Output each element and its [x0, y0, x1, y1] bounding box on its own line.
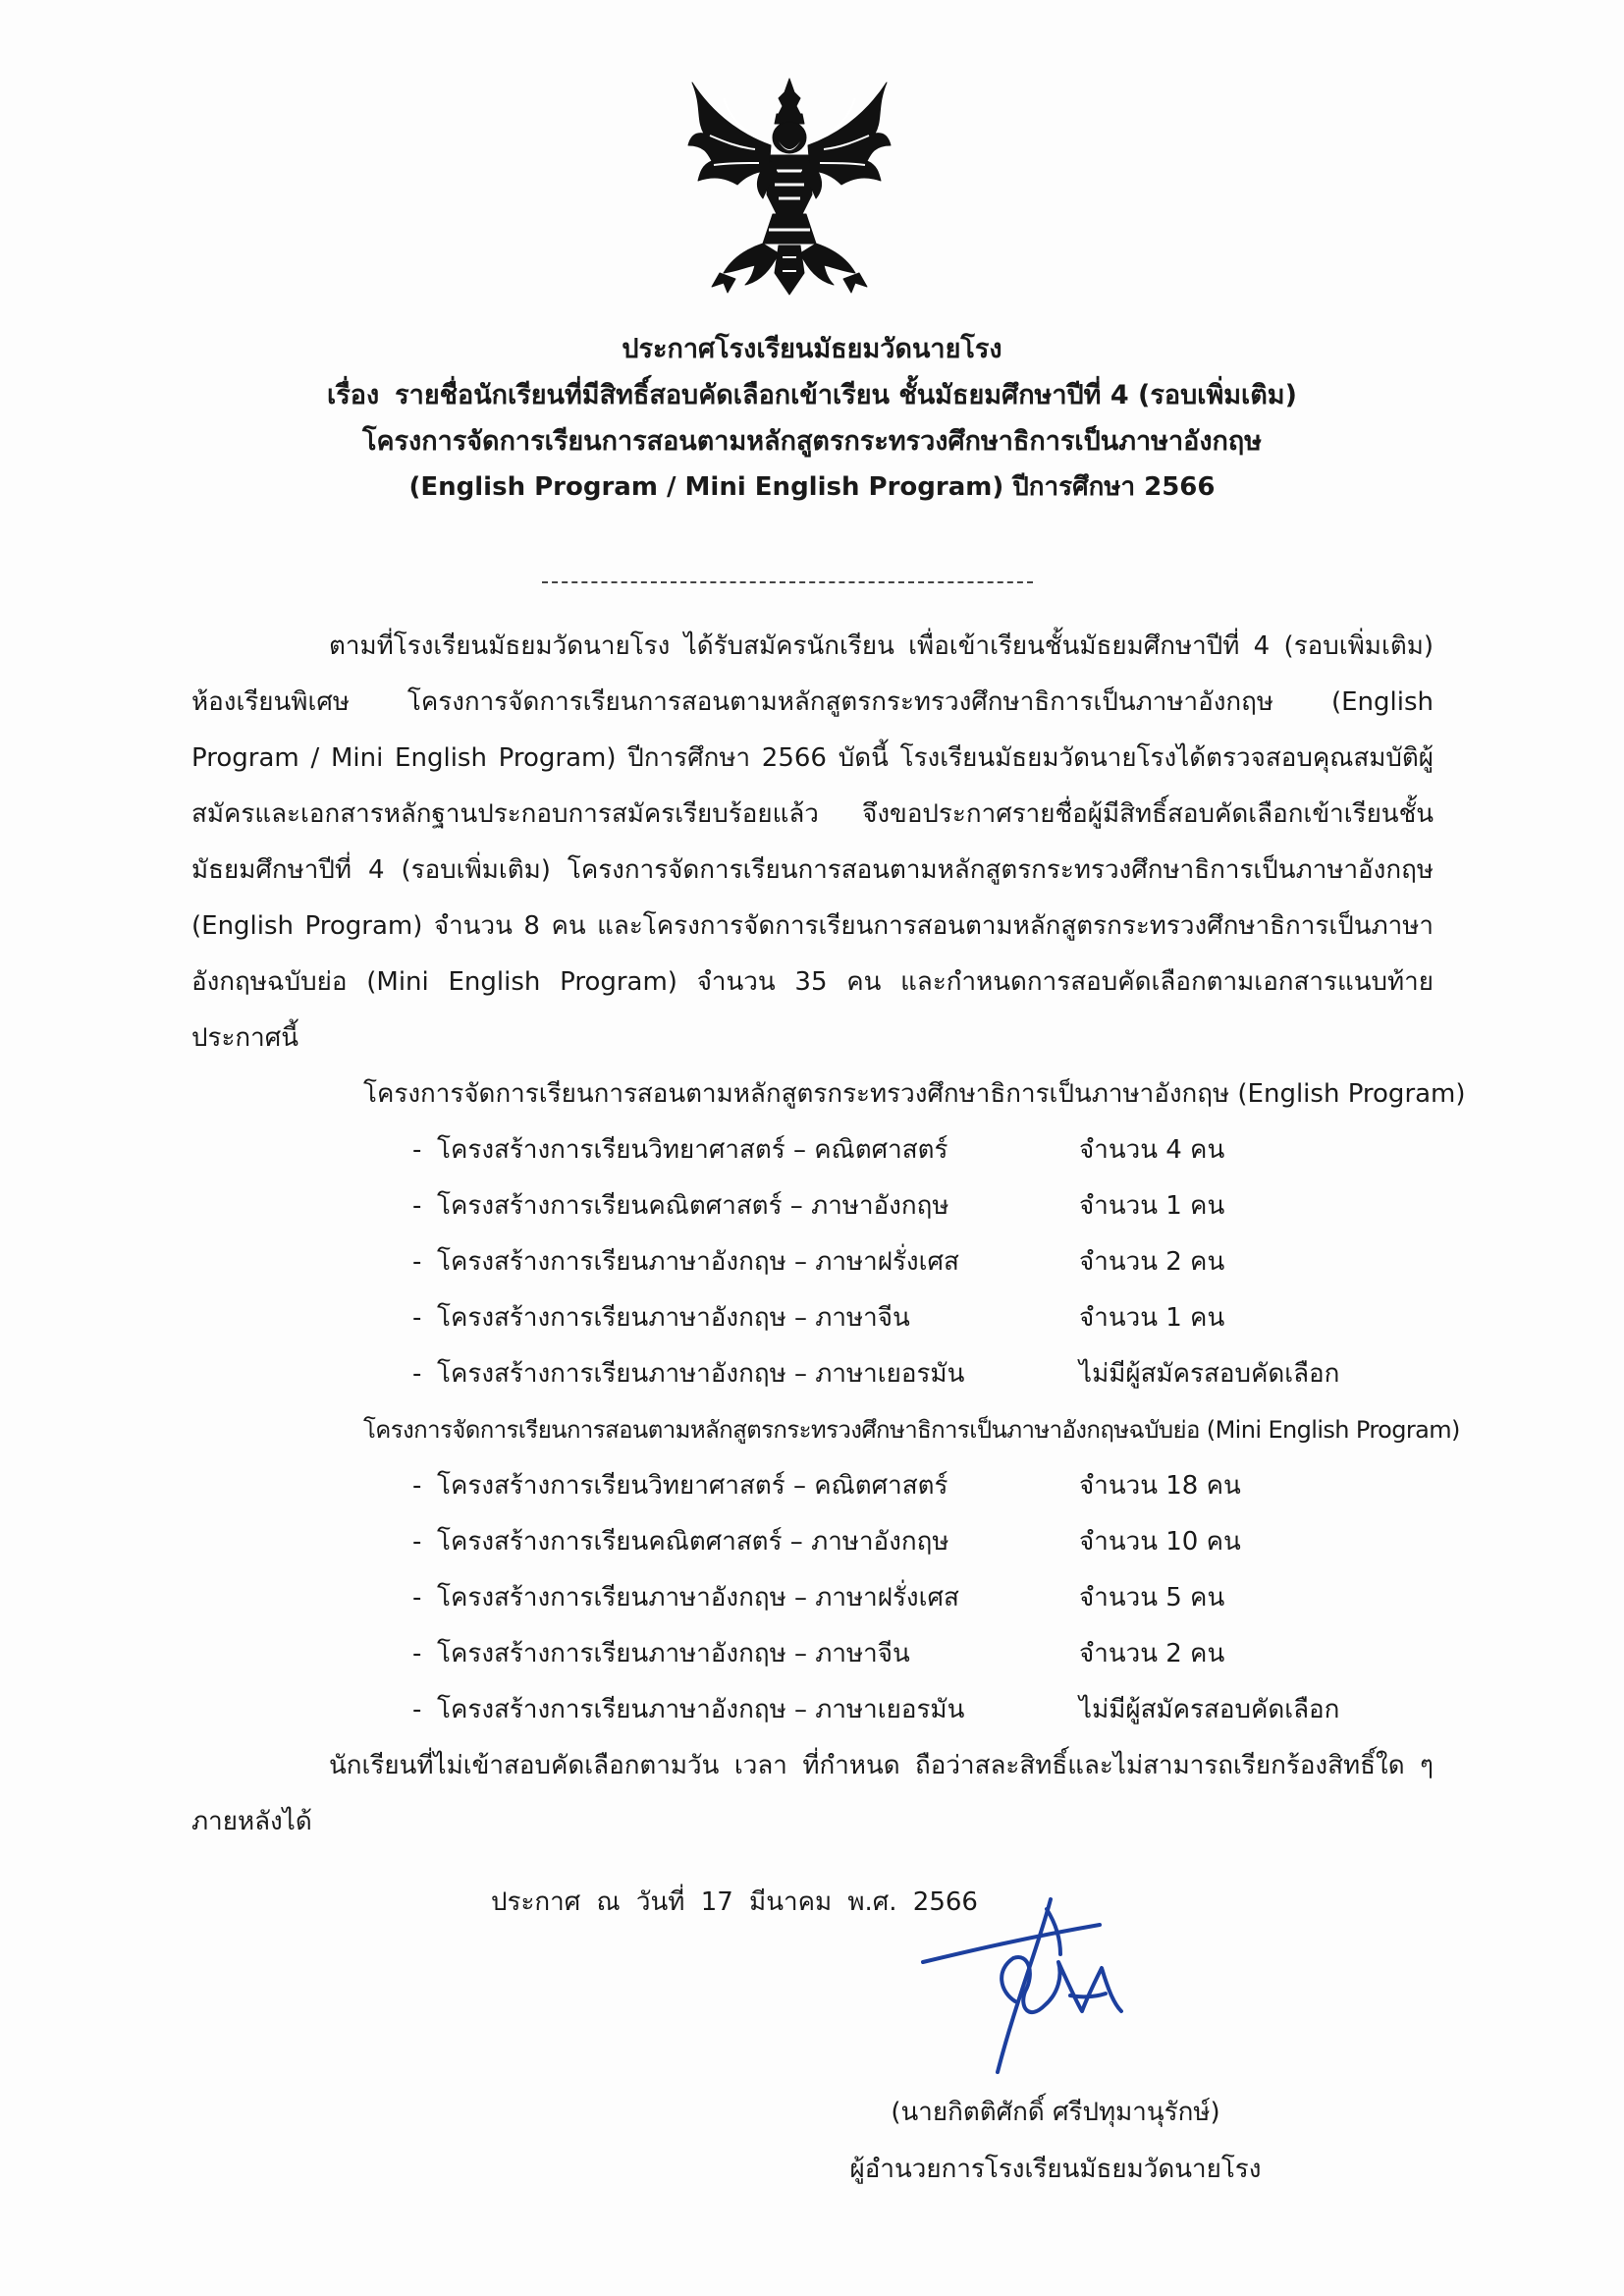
- subject-label: เรื่อง: [327, 380, 380, 410]
- program-item: [191, 1122, 1434, 1178]
- item-count: จำนวน 2 คน: [1079, 1247, 1225, 1277]
- program-title: โครงการจัดการเรียนการสอนตามหลักสูตรกระทรวงศึกษาธิการเป็นภาษาอังกฤษฉบับย่อ (Mini English Program): [363, 1416, 1460, 1444]
- item-name: โครงสร้างการเรียนคณิตศาสตร์ – ภาษาอังกฤษ: [437, 1191, 949, 1221]
- program-item: [191, 1458, 1434, 1514]
- garuda-emblem-icon: [684, 77, 895, 298]
- item-dash: -: [412, 1695, 422, 1724]
- header-divider: [542, 581, 1033, 583]
- subject-text: รายชื่อนักเรียนที่มีสิทธิ์สอบคัดเลือกเข้าเรียน ชั้นมัธยมศึกษาปีที่ 4 (รอบเพิ่มเติม): [395, 380, 1297, 410]
- item-name: โครงสร้างการเรียนภาษาอังกฤษ – ภาษาเยอรมัน: [437, 1359, 965, 1389]
- signer-title: ผู้อำนวยการโรงเรียนมัธยมวัดนายโรง: [849, 2155, 1262, 2184]
- intro-paragraph: ตามที่โรงเรียนมัธยมวัดนายโรง ได้รับสมัครนักเรียน เพื่อเข้าเรียนชั้นมัธยมศึกษาปีที่ 4 (รอบเพิ่มเติม) ห้องเรียนพิเศษ โครงการจัดการเรียนการสอนตามหลักสูตรกระทรวงศึกษาธิการเป็นภาษาอังกฤษ (English Program / Mini English Program) ปีการศึกษา 2566 บัดนี้ โรงเรียนมัธยมวัดนายโรงได้ตรวจสอบคุณสมบัติผู้สมัครและเอกสารหลักฐานประกอบการสมัครเรียบร้อยแล้ว จึงขอประกาศรายชื่อผู้มีสิทธิ์สอบคัดเลือกเข้าเรียนชั้นมัธยมศึกษาปีที่ 4 (รอบเพิ่มเติม) โครงการจัดการเรียนการสอนตามหลักสูตรกระทรวงศึกษาธิการเป็นภาษาอังกฤษ (English Program) จำนวน 8 คน และโครงการจัดการเรียนการสอนตามหลักสูตรกระทรวงศึกษาธิการเป็นภาษาอังกฤษฉบับย่อ (Mini English Program) จำนวน 35 คน และกำหนดการสอบคัดเลือกตามเอกสารแนบท้ายประกาศนี้: [191, 631, 1434, 1053]
- item-dash: -: [412, 1135, 422, 1165]
- item-name: โครงสร้างการเรียนภาษาอังกฤษ – ภาษาเยอรมัน: [437, 1695, 965, 1724]
- program-item-list: [191, 1122, 1434, 1402]
- closing-paragraph: นักเรียนที่ไม่เข้าสอบคัดเลือกตามวัน เวลา ที่กำหนด ถือว่าสละสิทธิ์และไม่สามารถเรียกร้องสิทธิ์ใด ๆ ภายหลังได้: [191, 1751, 1434, 1836]
- program-item: [191, 1178, 1434, 1234]
- program-item: [191, 1570, 1434, 1626]
- item-count: จำนวน 18 คน: [1079, 1471, 1241, 1501]
- item-dash: -: [412, 1471, 422, 1501]
- item-dash: -: [412, 1359, 422, 1389]
- program-item: [191, 1234, 1434, 1290]
- item-count: จำนวน 1 คน: [1079, 1191, 1225, 1221]
- item-count: ไม่มีผู้สมัครสอบคัดเลือก: [1079, 1695, 1340, 1724]
- signer-name: (นายกิตติศักดิ์ ศรีปทุมานุรักษ์): [891, 2098, 1220, 2127]
- program-item-list: [191, 1458, 1434, 1738]
- program-english: [191, 1066, 1466, 1402]
- program-mini-english: [191, 1402, 1460, 1738]
- item-dash: -: [412, 1527, 422, 1557]
- item-name: โครงสร้างการเรียนวิทยาศาสตร์ – คณิตศาสตร์: [437, 1135, 948, 1165]
- announcement-date: ประกาศ ณ วันที่ 17 มีนาคม พ.ศ. 2566: [491, 1887, 978, 1917]
- program-item: [191, 1626, 1434, 1682]
- item-dash: -: [412, 1583, 422, 1613]
- project-line: โครงการจัดการเรียนการสอนตามหลักสูตรกระทรวงศึกษาธิการเป็นภาษาอังกฤษ: [361, 426, 1263, 457]
- item-name: โครงสร้างการเรียนภาษาอังกฤษ – ภาษาฝรั่งเศส: [437, 1583, 959, 1613]
- item-dash: -: [412, 1639, 422, 1668]
- item-dash: -: [412, 1247, 422, 1277]
- announcement-subject-line: [196, 372, 1428, 418]
- item-name: โครงสร้างการเรียนภาษาอังกฤษ – ภาษาจีน: [437, 1639, 910, 1668]
- item-count: จำนวน 10 คน: [1079, 1527, 1241, 1557]
- announcement-body: [191, 619, 1466, 1850]
- item-name: โครงสร้างการเรียนภาษาอังกฤษ – ภาษาจีน: [437, 1303, 910, 1333]
- program-year-line: (English Program / Mini English Program) ปีการศึกษา 2566: [408, 472, 1216, 502]
- program-item: [191, 1290, 1434, 1346]
- item-name: โครงสร้างการเรียนภาษาอังกฤษ – ภาษาฝรั่งเศส: [437, 1247, 959, 1277]
- program-item: [191, 1514, 1434, 1570]
- program-item: [191, 1682, 1434, 1738]
- item-dash: -: [412, 1191, 422, 1221]
- program-title: โครงการจัดการเรียนการสอนตามหลักสูตรกระทรวงศึกษาธิการเป็นภาษาอังกฤษ (English Program): [363, 1079, 1466, 1109]
- item-name: โครงสร้างการเรียนวิทยาศาสตร์ – คณิตศาสตร์: [437, 1471, 948, 1501]
- item-count: จำนวน 5 คน: [1079, 1583, 1225, 1613]
- item-count: ไม่มีผู้สมัครสอบคัดเลือก: [1079, 1359, 1340, 1389]
- item-dash: -: [412, 1303, 422, 1333]
- item-name: โครงสร้างการเรียนคณิตศาสตร์ – ภาษาอังกฤษ: [437, 1527, 949, 1557]
- announcement-header: [196, 326, 1428, 511]
- item-count: จำนวน 1 คน: [1079, 1303, 1225, 1333]
- announcement-title: ประกาศโรงเรียนมัธยมวัดนายโรง: [622, 334, 1002, 364]
- handwritten-signature: [913, 1886, 1139, 2082]
- item-count: จำนวน 4 คน: [1079, 1135, 1225, 1165]
- item-count: จำนวน 2 คน: [1079, 1639, 1225, 1668]
- program-item: [191, 1346, 1434, 1402]
